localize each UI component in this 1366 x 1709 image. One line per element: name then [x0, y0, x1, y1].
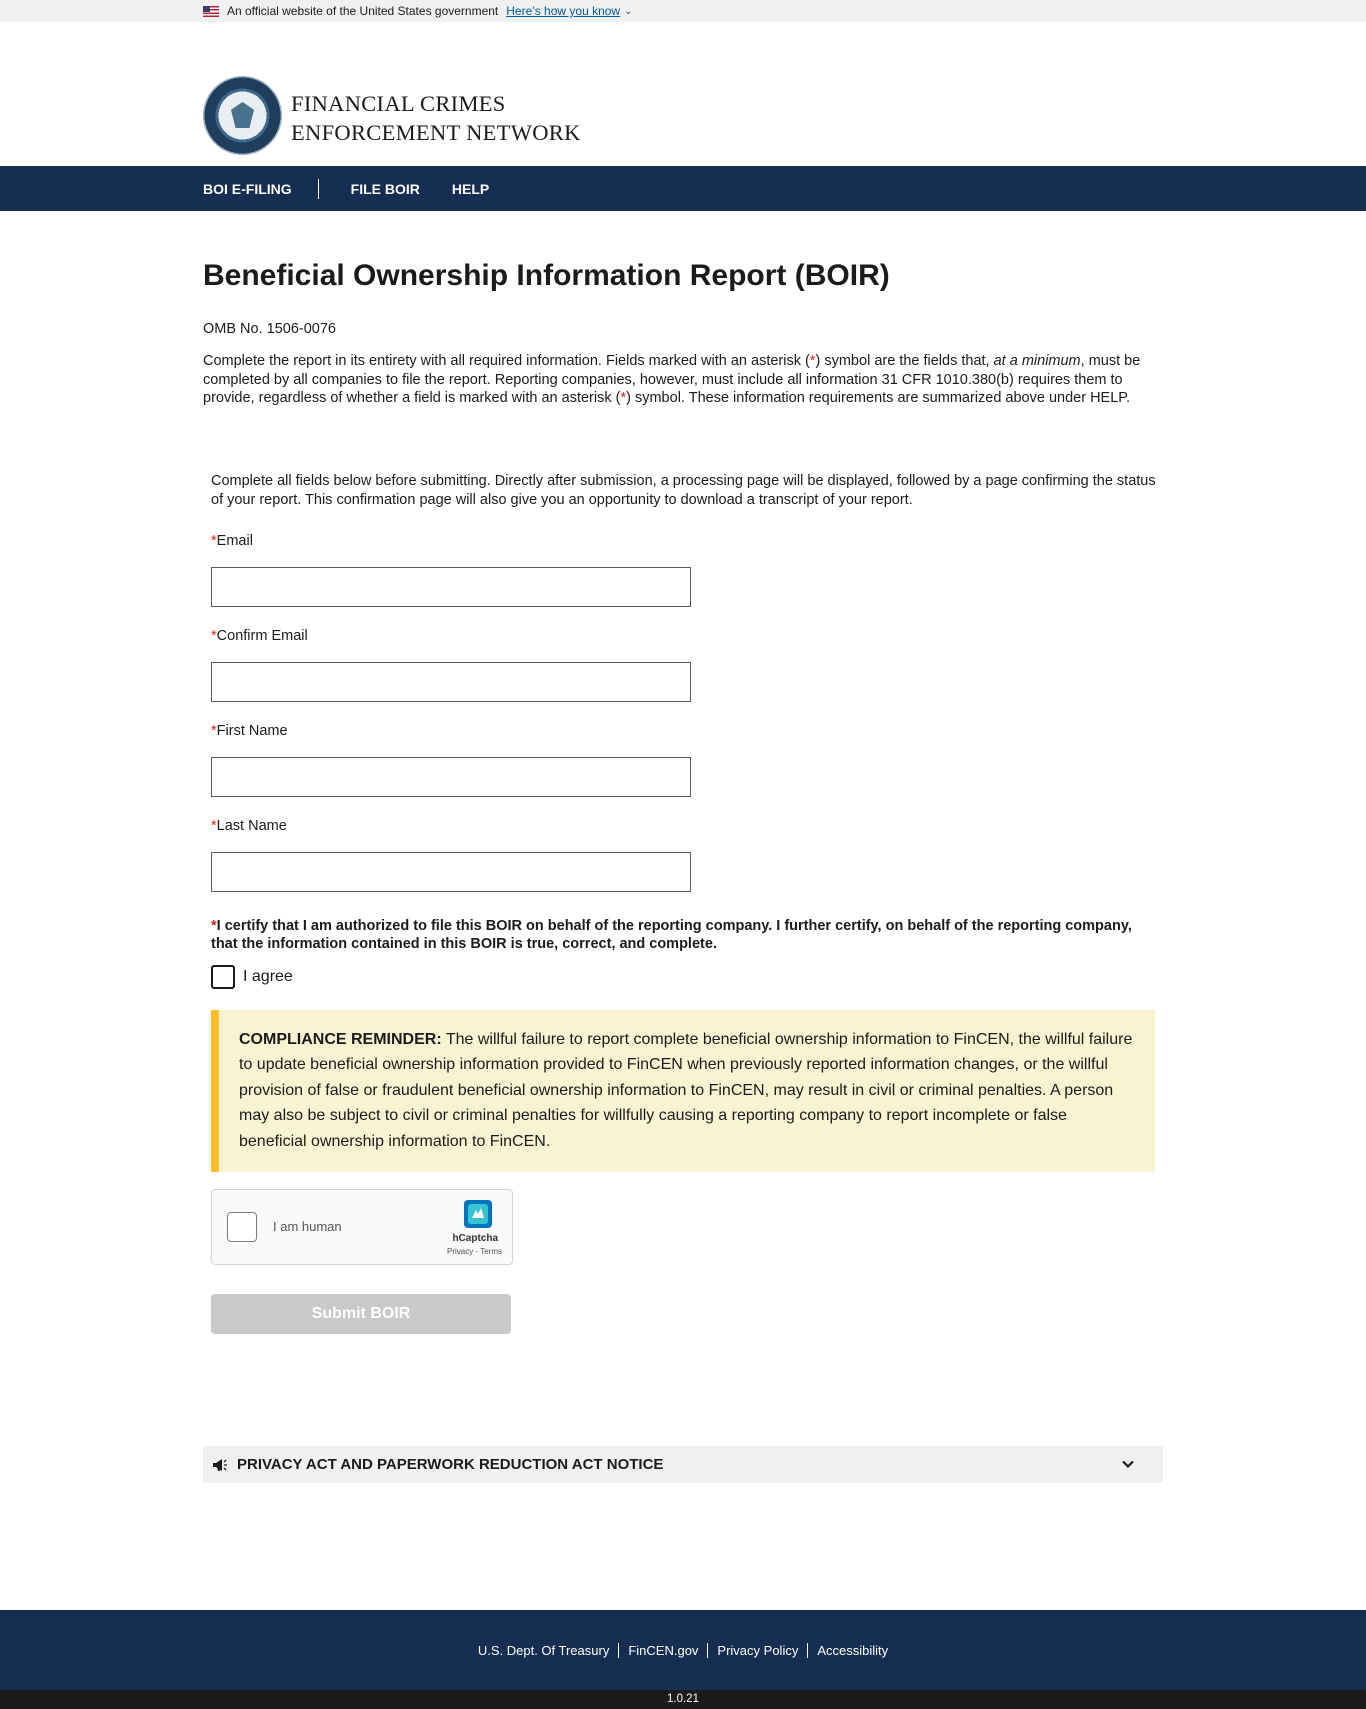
- required-marker: *: [211, 722, 217, 739]
- submit-boir-button[interactable]: Submit BOIR: [211, 1294, 511, 1334]
- last-name-label-text: Last Name: [216, 817, 287, 834]
- email-field[interactable]: [211, 567, 691, 607]
- footer-divider: [707, 1643, 708, 1658]
- captcha-checkbox[interactable]: [227, 1212, 257, 1242]
- compliance-reminder-alert: [211, 1010, 1155, 1173]
- compliance-text: The willful failure to report complete beneficial ownership information to FinCEN, the willful failure to update beneficial ownership information provided to FinCEN when previously reported information changes, or the willful provision of false or fraudulent beneficial ownership information to FinCEN, may result in civil or criminal penalties. A person may also be subject to civil or criminal penalties for willfully causing a reporting company to report incomplete or false beneficial ownership information to FinCEN.: [239, 1030, 1133, 1150]
- email-label: [211, 533, 1163, 553]
- intro-text-4: ) symbol. These information requirements are summarized above under HELP.: [626, 390, 1131, 406]
- asterisk-marker: *: [809, 353, 816, 369]
- certification-text: I certify that I am authorized to file this BOIR on behalf of the reporting company. I further certify, on behalf of the reporting company, that the information contained in this BOIR is true, correct, and complete.: [211, 917, 1132, 952]
- omb-number: OMB No. 1506-0076: [203, 321, 336, 337]
- chevron-down-icon[interactable]: ⌄: [624, 5, 633, 17]
- intro-paragraph: [203, 352, 1167, 408]
- email-label-text: Email: [216, 532, 253, 549]
- first-name-field[interactable]: [211, 757, 691, 797]
- intro-text-2: ) symbol are the fields that,: [815, 353, 994, 369]
- captcha-label: I am human: [273, 1219, 342, 1234]
- last-name-field[interactable]: [211, 852, 691, 892]
- confirm-email-label: [211, 628, 1163, 648]
- nav-divider: [318, 179, 319, 199]
- certification-statement: [211, 917, 1161, 953]
- confirm-email-label-text: Confirm Email: [216, 627, 308, 644]
- required-marker: *: [211, 532, 217, 549]
- gov-banner: [0, 0, 1366, 22]
- boir-form: [203, 472, 1163, 1335]
- agree-label[interactable]: I agree: [243, 967, 293, 985]
- agree-checkbox[interactable]: [211, 965, 235, 989]
- chevron-down-icon[interactable]: [1121, 1457, 1135, 1471]
- hcaptcha-widget: [211, 1189, 513, 1265]
- how-you-know-link[interactable]: Here’s how you know: [506, 4, 621, 18]
- intro-text-1: Complete the report in its entirety with all required information. Fields marked with an asterisk (: [203, 353, 810, 369]
- agree-row: [211, 965, 1163, 989]
- footer-divider: [807, 1643, 808, 1658]
- form-intro: Complete all fields below before submitting. Directly after submission, a processing page will be displayed, followed by a page confirming the status of your report. This confirmation page will also give you an opportunity to download a transcript of your report.: [211, 472, 1156, 508]
- footer-link-treasury[interactable]: U.S. Dept. Of Treasury: [477, 1642, 610, 1658]
- compliance-heading: COMPLIANCE REMINDER:: [239, 1030, 442, 1048]
- us-flag-icon: [203, 6, 219, 17]
- footer-link-fincen[interactable]: FinCEN.gov: [628, 1642, 699, 1658]
- confirm-email-field[interactable]: [211, 662, 691, 702]
- main-nav: [0, 166, 1366, 211]
- version-label: 1.0.21: [0, 1690, 1366, 1709]
- nav-item-help[interactable]: HELP: [451, 180, 490, 197]
- footer-link-accessibility[interactable]: Accessibility: [817, 1642, 889, 1658]
- first-name-label: [211, 723, 1163, 743]
- captcha-links[interactable]: Privacy - Terms: [447, 1247, 502, 1256]
- gov-banner-text: An official website of the United States government: [227, 4, 499, 18]
- hcaptcha-logo: [462, 1198, 494, 1230]
- site-title[interactable]: [291, 89, 581, 147]
- site-title-line2: ENFORCEMENT NETWORK: [291, 120, 581, 145]
- required-marker: *: [211, 627, 217, 644]
- accordion-title[interactable]: PRIVACY ACT AND PAPERWORK REDUCTION ACT NOTICE: [237, 1456, 664, 1473]
- nav-item-file-boir[interactable]: FILE BOIR: [350, 180, 420, 197]
- page-title: Beneficial Ownership Information Report (BOIR): [203, 259, 890, 292]
- first-name-label-text: First Name: [216, 722, 288, 739]
- intro-emphasis: at a minimum: [993, 353, 1081, 369]
- megaphone-icon: [212, 1458, 228, 1472]
- site-title-line1: FINANCIAL CRIMES: [291, 91, 506, 116]
- asterisk-marker: *: [620, 390, 627, 406]
- captcha-brand: hCaptcha: [452, 1233, 498, 1244]
- intro-text-3: , must be completed by all companies to file the report. Reporting companies, however, must include all information 31 CFR 1010.380(b) requires them to provide, regardless of whether a field is marked with an asterisk (: [203, 353, 1141, 406]
- last-name-label: [211, 818, 1163, 838]
- required-marker: *: [211, 917, 217, 934]
- main-content: [0, 258, 1163, 1483]
- eagle-emblem-icon: [231, 102, 254, 128]
- site-header: [0, 22, 1366, 166]
- privacy-act-accordion[interactable]: [203, 1446, 1163, 1483]
- required-marker: *: [211, 817, 217, 834]
- site-footer: [0, 1610, 1366, 1690]
- nav-item-boi-e-filing[interactable]: BOI E-FILING: [203, 180, 292, 197]
- footer-divider: [618, 1643, 619, 1658]
- treasury-seal-logo[interactable]: [203, 76, 282, 155]
- footer-link-privacy[interactable]: Privacy Policy: [717, 1642, 799, 1658]
